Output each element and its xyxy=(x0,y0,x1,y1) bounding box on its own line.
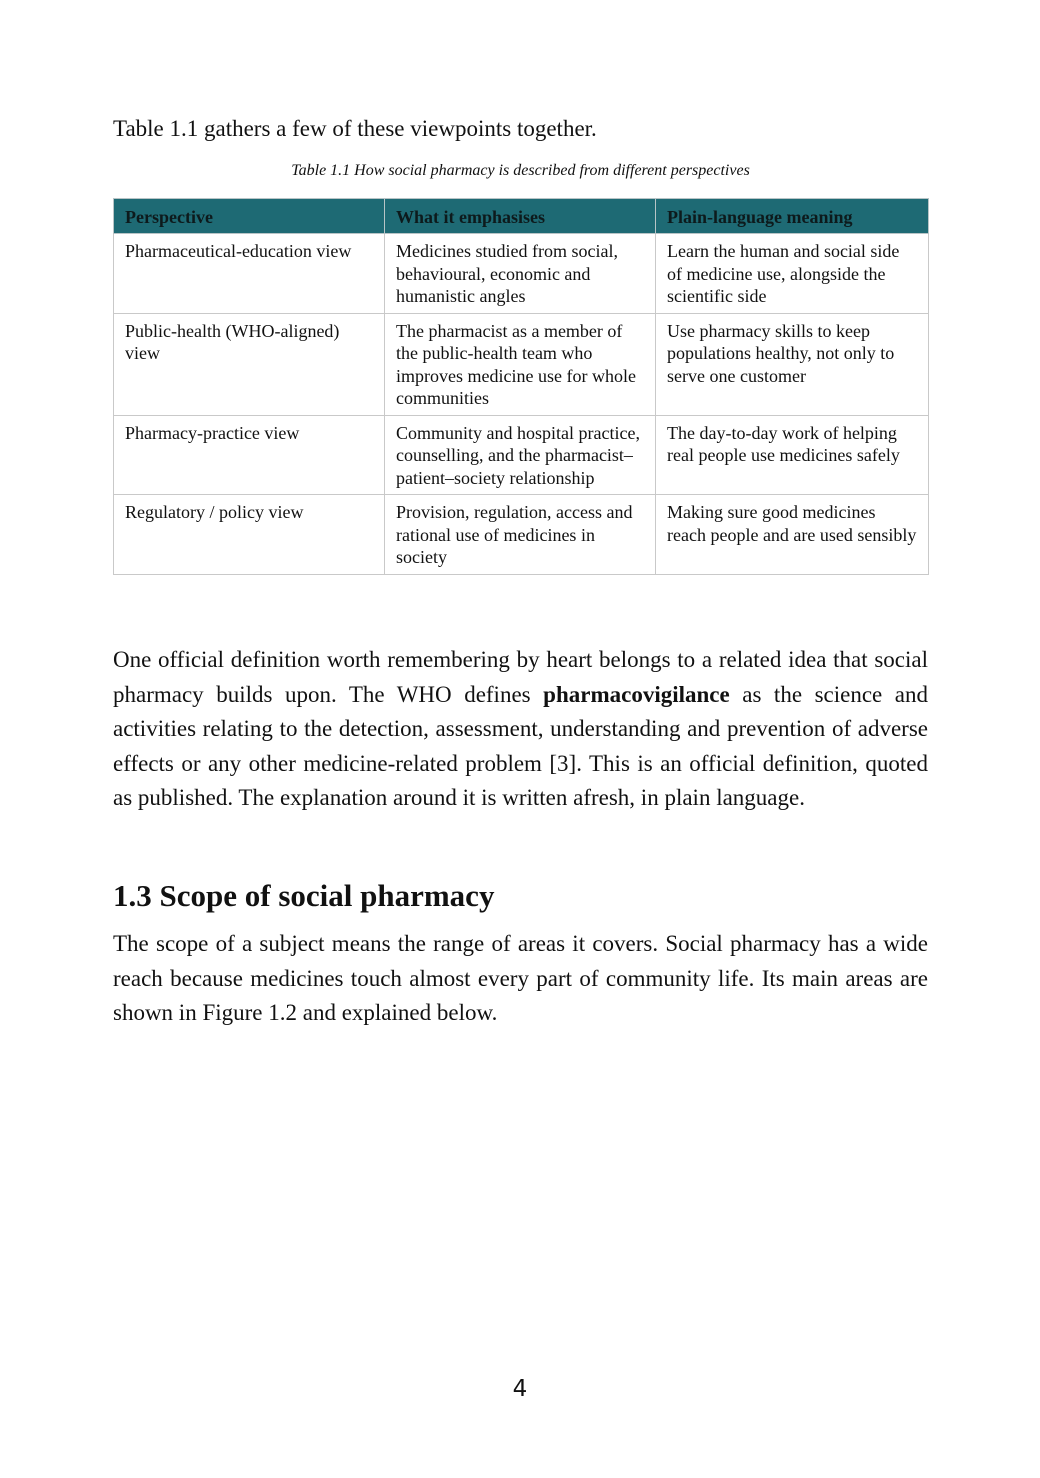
table-cell: Medicines studied from social, behavioural, economic and humanistic angles xyxy=(385,234,656,314)
table-cell: Making sure good medicines reach people and are used sensibly xyxy=(656,495,929,575)
table-cell: Provision, regulation, access and rational use of medicines in society xyxy=(385,495,656,575)
table-row xyxy=(114,234,929,314)
section-heading: 1.3 Scope of social pharmacy xyxy=(113,878,495,913)
table-caption: Table 1.1 How social pharmacy is described from different perspectives xyxy=(291,162,750,179)
definition-text-after: as the science and activities relating to the detection, assessment, understanding and prevention of adverse effects or any other medicine-related problem [3]. This is an official definition, quoted as published. The explanation around it is written afresh, in plain language. xyxy=(113,681,928,810)
table-row xyxy=(114,495,929,575)
intro-text: Table 1.1 gathers a few of these viewpoints together. xyxy=(113,116,597,141)
table-cell: Public-health (WHO-aligned) view xyxy=(114,313,385,415)
table-cell: Use pharmacy skills to keep populations healthy, not only to serve one customer xyxy=(656,313,929,415)
table-row xyxy=(114,313,929,415)
table-cell: The day-to-day work of helping real people use medicines safely xyxy=(656,415,929,495)
table-cell: Pharmacy-practice view xyxy=(114,415,385,495)
table-header-row xyxy=(114,199,929,234)
scope-paragraph: The scope of a subject means the range of areas it covers. Social pharmacy has a wide reach because medicines touch almost every part of community life. Its main areas are shown in Figure 1.2 and explained below. xyxy=(113,931,928,1025)
table-cell: The pharmacist as a member of the public-health team who improves medicine use for whole communities xyxy=(385,313,656,415)
definition-term: pharmacovigilance xyxy=(543,681,730,707)
header-perspective: Perspective xyxy=(114,199,385,234)
table-cell: Pharmaceutical-education view xyxy=(114,234,385,314)
table-cell: Community and hospital practice, counselling, and the pharmacist–patient–society relationship xyxy=(385,415,656,495)
perspectives-table xyxy=(113,198,929,575)
table-row xyxy=(114,415,929,495)
page-number: 4 xyxy=(512,1376,528,1402)
header-emphasis: What it emphasises xyxy=(385,199,656,234)
definition-paragraph xyxy=(113,643,928,816)
header-meaning: Plain-language meaning xyxy=(656,199,929,234)
definition-text-before: One official definition worth remembering by heart belongs to a related idea that social pharmacy builds upon. The WHO defines xyxy=(113,647,928,707)
table-cell: Learn the human and social side of medicine use, alongside the scientific side xyxy=(656,234,929,314)
table-cell: Regulatory / policy view xyxy=(114,495,385,575)
